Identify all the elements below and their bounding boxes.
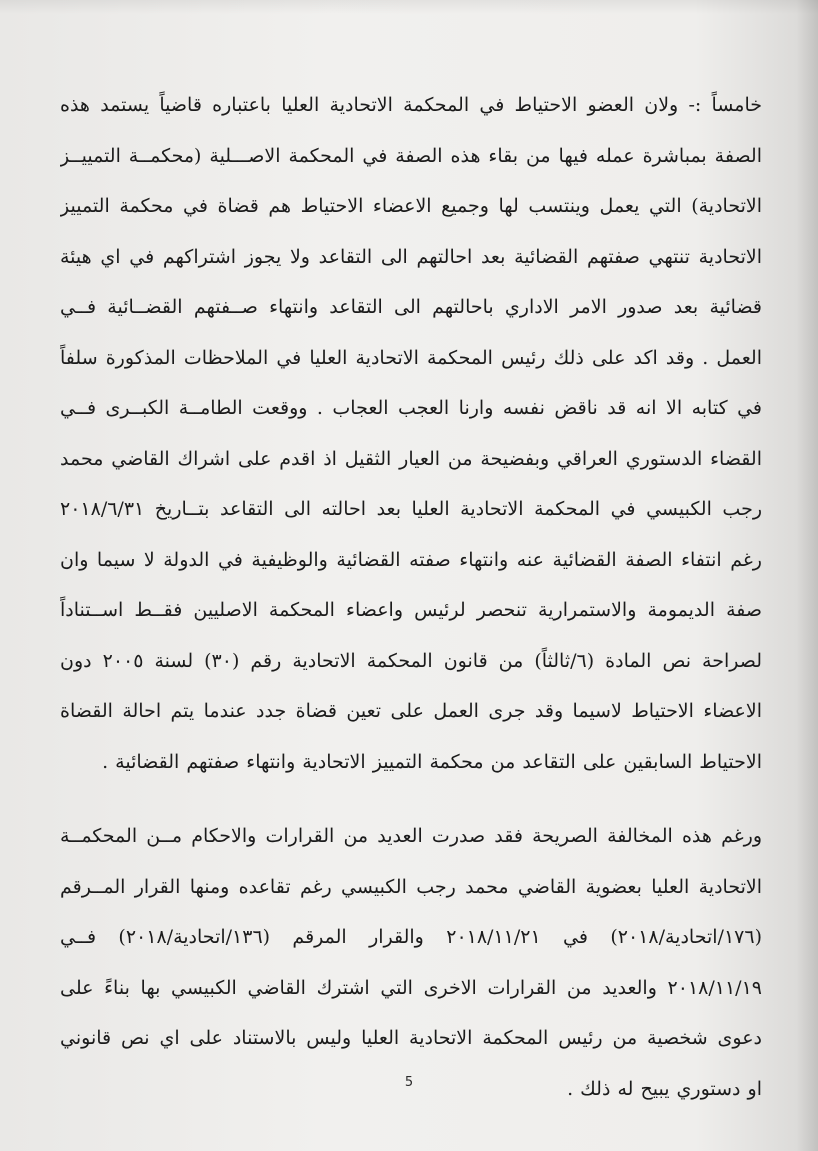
- page-top-shadow: [0, 0, 818, 14]
- paragraph-line: رغم انتفاء الصفة القضائية عنه وانتهاء صفته القضائية والوظيفية في الدولة لا سيما وان: [60, 548, 762, 571]
- paragraph-line: ٢٠١٨/١١/١٩ والعديد من القرارات الاخرى التي اشترك القاضي الكبيسي بها بناءً على: [60, 976, 762, 999]
- page-number: 5: [404, 1075, 414, 1090]
- paragraph-line: صفة الديمومة والاستمرارية تنحصر لرئيس واعضاء المحكمة الاصليين فقــط اســتناداً: [60, 599, 762, 621]
- paragraph-line: الاتحادية تنتهي صفتهم القضائية بعد احالتهم الى التقاعد ولا يجوز اشتراكهم في اي هيئة: [60, 245, 762, 268]
- paragraph-line: دعوى شخصية من رئيس المحكمة الاتحادية العليا وليس بالاستناد على اي نص قانوني: [60, 1027, 762, 1049]
- document-body: [60, 80, 762, 1114]
- paragraph-line: خامساً :- ولان العضو الاحتياط في المحكمة الاتحادية العليا باعتباره قاضياً يستمد هذه: [60, 94, 762, 116]
- paragraph-line: الاتحادية العليا بعضوية القاضي محمد رجب الكبيسي رغم تقاعده ومنها القرار المــرقم: [60, 875, 762, 898]
- paragraph-line: لصراحة نص المادة (٦/ثالثاً) من قانون المحكمة الاتحادية رقم (٣٠) لسنة ٢٠٠٥ دون: [60, 649, 762, 672]
- paragraph-violation: [60, 811, 762, 1114]
- paragraph-line: (١٧٦/اتحادية/٢٠١٨) في ٢٠١٨/١١/٢١ والقرار المرقم (١٣٦/اتحادية/٢٠١٨) فــي: [60, 926, 762, 948]
- paragraph-line: قضائية بعد صدور الامر الاداري باحالتهم الى التقاعد وانتهاء صــفتهم القضــائية فــي: [60, 296, 762, 318]
- paragraph-line: الاعضاء الاحتياط لاسيما وقد جرى العمل على تعين قضاة جدد عندما يتم احالة القضاة: [60, 700, 762, 722]
- paragraph-spacer: [60, 787, 762, 811]
- paragraph-line: ورغم هذه المخالفة الصريحة فقد صدرت العديد من القرارات والاحكام مــن المحكمــة: [60, 825, 762, 847]
- paragraph-line: الاحتياط السابقين على التقاعد من محكمة التمييز الاتحادية وانتهاء صفتهم القضائية .: [102, 750, 762, 773]
- paragraph-fifth-point: [60, 80, 762, 787]
- paragraph-line: الصفة بمباشرة عمله فيها من بقاء هذه الصفة في المحكمة الاصـــلية (محكمــة التمييــز: [60, 144, 762, 167]
- paragraph-line: او دستوري يبيح له ذلك .: [567, 1077, 762, 1100]
- page-edge-shadow: [796, 0, 818, 1151]
- paragraph-line: العمل . وقد اكد على ذلك رئيس المحكمة الاتحادية العليا في الملاحظات المذكورة سلفاً: [60, 346, 762, 369]
- paragraph-line: في كتابه الا انه قد ناقض نفسه وارنا العجب العجاب . ووقعت الطامــة الكبــرى فــي: [60, 397, 762, 419]
- paragraph-line: الاتحادية) التي يعمل وينتسب لها وجميع الاعضاء الاحتياط هم قضاة في محكمة التمييز: [60, 195, 762, 217]
- paragraph-line: القضاء الدستوري العراقي وبفضيحة من العيار الثقيل اذ اقدم على اشراك القاضي محمد: [60, 447, 762, 470]
- paragraph-line: رجب الكبيسي في المحكمة الاتحادية العليا بعد احالته الى التقاعد بتــاريخ ٢٠١٨/٦/٣١: [60, 498, 762, 520]
